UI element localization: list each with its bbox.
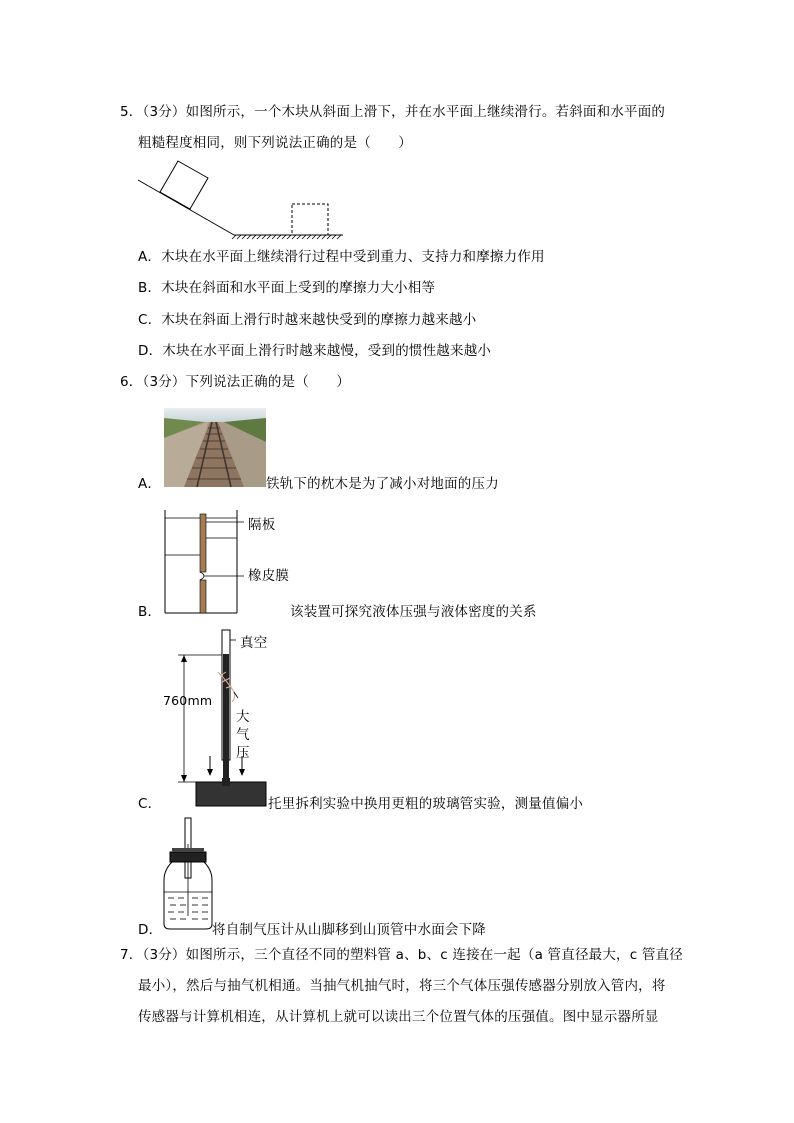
atm-label-1: 大 <box>236 709 250 725</box>
q6-option-b-text: 该装置可探究液体压强与液体密度的关系 <box>290 604 537 620</box>
q6-option-a-letter: A． <box>138 476 162 492</box>
q7-stem-line1: 7．（3分）如图所示，三个直径不同的塑料管 a、b、c 连接在一起（a 管直径最大，c 管直径 <box>120 947 683 963</box>
vacuum-label: 真空 <box>240 635 268 651</box>
q5-incline-figure <box>138 160 348 242</box>
partition-container-figure <box>164 508 246 614</box>
q5-option-d: D．木块在水平面上滑行时越来越慢，受到的惯性越来越小 <box>138 343 492 359</box>
q6-option-d-text: 将自制气压计从山脚移到山顶管中水面会下降 <box>212 922 486 938</box>
railway-track-photo <box>164 408 266 487</box>
homemade-barometer-figure <box>162 816 214 932</box>
q5-option-a: A．木块在水平面上继续滑行过程中受到重力、支持力和摩擦力作用 <box>138 249 545 265</box>
q6-option-a-text: 铁轨下的枕木是为了减小对地面的压力 <box>266 476 499 492</box>
q6-option-d-letter: D． <box>138 922 163 938</box>
height-760mm-label: 760mm <box>163 693 213 708</box>
q7-stem-line3: 传感器与计算机相连，从计算机上就可以读出三个位置气体的压强值。图中显示器所显 <box>138 1009 659 1025</box>
q5-stem-line2: 粗糙程度相同，则下列说法正确的是（ ） <box>138 135 412 151</box>
q6-option-c-letter: C． <box>138 796 162 812</box>
rubber-membrane-label: 橡皮膜 <box>248 568 290 584</box>
q5-stem-line1: 5．（3分）如图所示，一个木块从斜面上滑下，并在水平面上继续滑行。若斜面和水平面的 <box>120 104 666 120</box>
q6-option-c-text: 托里拆利实验中换用更粗的玻璃管实验，测量值偏小 <box>268 796 584 812</box>
atm-label-3: 压 <box>236 745 250 761</box>
q5-option-c: C．木块在斜面上滑行时越来越快受到的摩擦力越来越小 <box>138 312 477 328</box>
torricelli-figure <box>160 628 270 808</box>
q5-option-b: B．木块在斜面和水平面上受到的摩擦力大小相等 <box>138 280 436 296</box>
q6-stem: 6．（3分）下列说法正确的是（ ） <box>120 374 351 390</box>
partition-label: 隔板 <box>248 517 276 533</box>
atm-label-2: 气 <box>236 727 250 743</box>
q6-option-b-letter: B． <box>138 604 162 620</box>
q7-stem-line2: 最小），然后与抽气机相通。当抽气机抽气时，将三个气体压强传感器分别放入管内，将 <box>138 978 666 994</box>
